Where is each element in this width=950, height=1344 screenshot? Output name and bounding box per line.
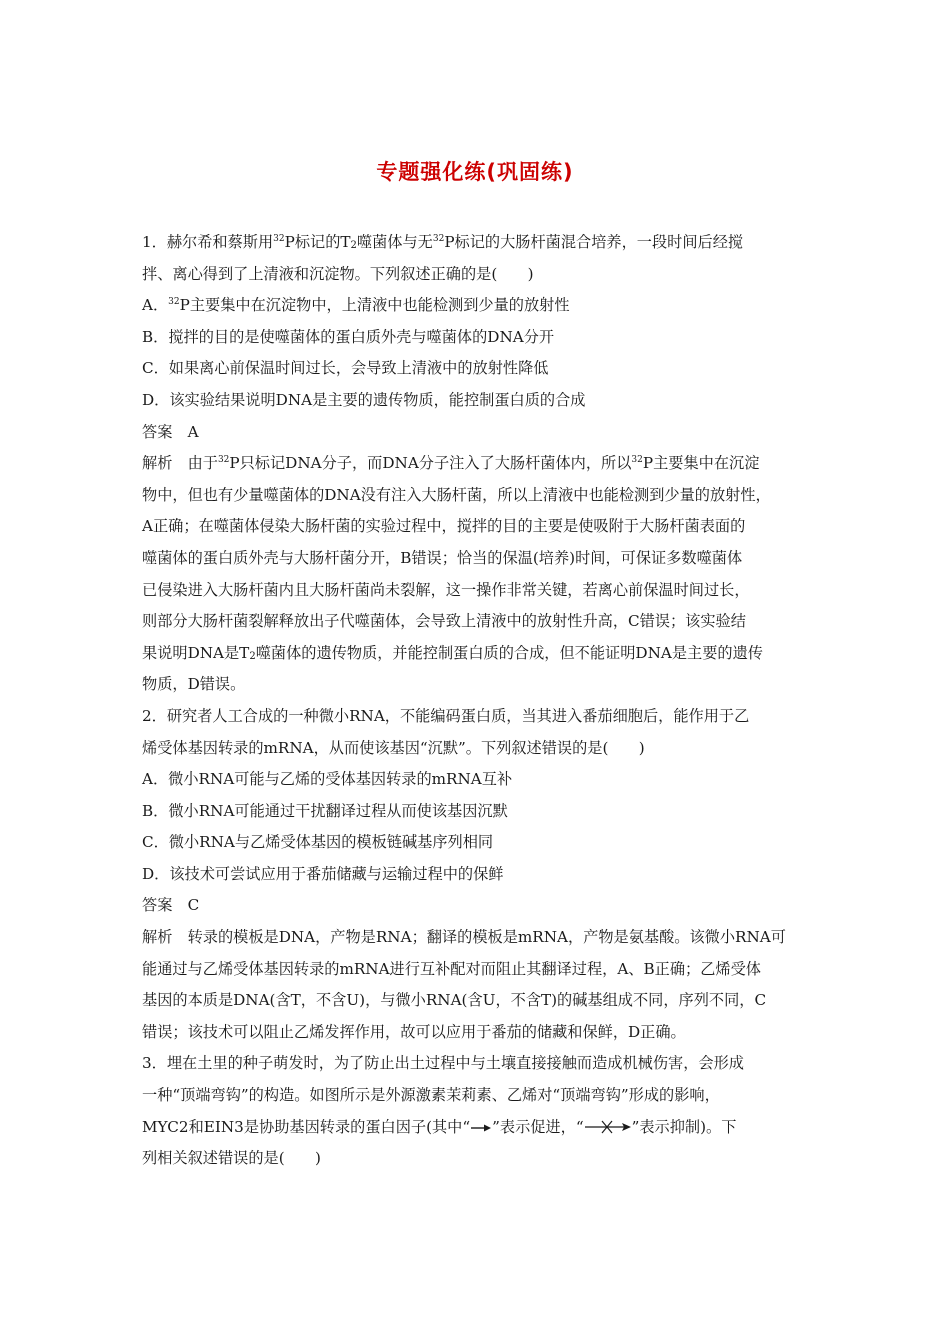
q2-answer: 答案 C — [142, 896, 200, 915]
q2-option-b: B．微小RNA可能通过干扰翻译过程从而使该基因沉默 — [142, 801, 508, 820]
q1-option-d: D．该实验结果说明DNA是主要的遗传物质，能控制蛋白质的合成 — [142, 390, 586, 409]
q1-explanation-line-6: 则部分大肠杆菌裂解释放出子代噬菌体，会导致上清液中的放射性升高，C错误；该实验结 — [142, 612, 746, 631]
inhibit-arrow-icon — [584, 1120, 632, 1134]
q3-stem-line-1: 3．埋在土里的种子萌发时，为了防止出土过程中与土壤直接接触而造成机械伤害，会形成 — [142, 1054, 744, 1073]
q2-option-c: C．微小RNA与乙烯受体基因的模板链碱基序列相同 — [142, 833, 494, 852]
q2-explanation-line-4: 错误；该技术可以阻止乙烯发挥作用，故可以应用于番茄的储藏和保鲜，D正确。 — [142, 1022, 686, 1041]
q2-explanation-line-3: 基因的本质是DNA(含T，不含U)，与微小RNA(含U，不含T)的碱基组成不同，序列不同，C — [142, 991, 767, 1010]
promote-arrow-icon — [470, 1122, 492, 1134]
q1-stem-line-1: 1．赫尔希和蔡斯用$^{32}$P标记的$T_2$噬菌体与无$^{32}$P标记的大肠杆菌混合培养，一段时间后经搅 — [142, 233, 744, 251]
q3-stem-line-4: 列相关叙述错误的是( ) — [142, 1149, 321, 1168]
q1-explanation-line-1: 解析 由于$^{32}$P只标记DNA分子，而DNA分子注入了大肠杆菌体内，所以$^{32}$P主要集中在沉淀 — [142, 454, 760, 473]
q2-option-d: D．该技术可尝试应用于番茄储藏与运输过程中的保鲜 — [142, 864, 504, 883]
q3-stem-line-3: MYC2和EIN3是协助基因转录的蛋白因子(其中“ ”表示促进，“ ”表示抑制)。下 — [142, 1117, 737, 1136]
q2-option-a: A．微小RNA可能与乙烯的受体基因转录的mRNA互补 — [142, 770, 513, 789]
q1-stem-line-2: 拌、离心得到了上清液和沉淀物。下列叙述正确的是( ) — [142, 264, 534, 283]
q1-explanation-line-2: 物中，但也有少量噬菌体的DNA没有注入大肠杆菌，所以上清液中也能检测到少量的放射性， — [142, 485, 771, 504]
page-title: 专题强化练(巩固练) — [376, 160, 574, 184]
q2-stem-line-2: 烯受体基因转录的mRNA，从而使该基因“沉默”。下列叙述错误的是( ) — [142, 738, 645, 757]
document-body — [142, 227, 814, 1175]
q3-stem-line-2: 一种“顶端弯钩”的构造。如图所示是外源激素茉莉素、乙烯对“顶端弯钩”形成的影响， — [142, 1086, 720, 1105]
q1-option-b: B．搅拌的目的是使噬菌体的蛋白质外壳与噬菌体的DNA分开 — [142, 327, 555, 346]
q1-explanation-line-5: 已侵染进入大肠杆菌内且大肠杆菌尚未裂解，这一操作非常关键，若离心前保温时间过长， — [142, 580, 750, 599]
q1-option-a: A．$^{32}$P主要集中在沉淀物中，上清液中也能检测到少量的放射性 — [142, 296, 570, 315]
q1-explanation-line-8: 物质，D错误。 — [142, 675, 246, 694]
q1-answer: 答案 A — [142, 422, 199, 441]
q2-explanation-line-2: 能通过与乙烯受体基因转录的mRNA进行互补配对而阻止其翻译过程，A、B正确；乙烯受体 — [142, 959, 761, 978]
q2-stem-line-1: 2．研究者人工合成的一种微小RNA，不能编码蛋白质，当其进入番茄细胞后，能作用于乙 — [142, 706, 750, 725]
q2-explanation-line-1: 解析 转录的模板是DNA，产物是RNA；翻译的模板是mRNA，产物是氨基酸。该微小RNA可 — [142, 928, 786, 947]
q1-explanation-line-4: 噬菌体的蛋白质外壳与大肠杆菌分开，B错误；恰当的保温(培养)时间，可保证多数噬菌体 — [142, 548, 743, 567]
q1-option-c: C．如果离心前保温时间过长，会导致上清液中的放射性降低 — [142, 359, 549, 378]
q1-explanation-line-3: A正确；在噬菌体侵染大肠杆菌的实验过程中，搅拌的目的主要是使吸附于大肠杆菌表面的 — [142, 517, 746, 536]
q1-explanation-line-7: 果说明DNA是$T_2$噬菌体的遗传物质，并能控制蛋白质的合成，但不能证明DNA是主要的遗传 — [142, 643, 763, 662]
